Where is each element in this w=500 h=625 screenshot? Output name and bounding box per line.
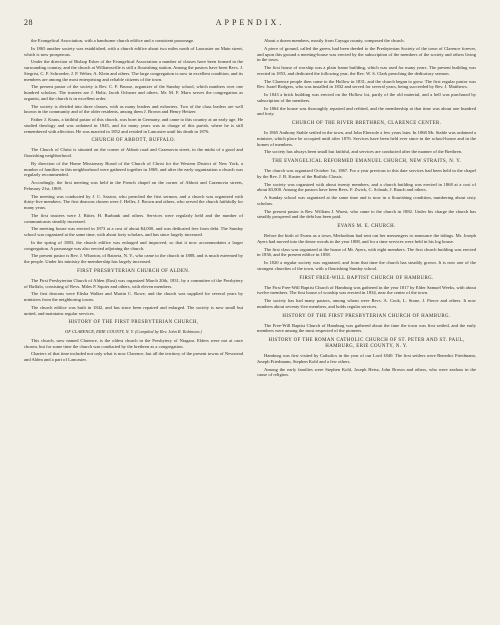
section-heading: CHURCH OF ABBOTT, BUFFALO.	[91, 138, 176, 144]
paragraph: Father J. Kraus, a faithful pastor of this church, was born in Germany, and came to this country at an early age. He studied theology and was ordained in 1845, and for many years was in charge of this parish, where he is still remembered with affection. He was married in 1852 and resided in Lancaster until his death in 1876.	[24, 117, 243, 134]
section-byline: OF CLARENCE, ERIE COUNTY, N. Y. (Compiled by Rev. John R. Robinson.)	[65, 329, 202, 335]
paragraph: The First Free-Will Baptist Church of Hamburg was gathered in the year 1817 by Elder Samuel Weeks, with about twelve members. The first house of worship was erected in 1834, near the center of the town.	[257, 284, 476, 296]
paragraph: the Evangelical Association, with a handsome church edifice and a consistent parsonage.	[31, 38, 195, 43]
paragraph: The society is divided into three classes, with as many leaders and exhorters. Two of the class leaders are well known in the community and of the older residents, among them J. Brown and Henry Heitzer.	[24, 103, 243, 115]
paragraph: Charters of that time included not only what is now Clarence, but all the territory of the present towns of Newstead and Alden and a part of Lancaster.	[24, 351, 243, 363]
paragraph: The Church of Christ is situated on the corner of Abbott road and Cazenovia street, in the midst of a good and flourishing neighborhood.	[24, 147, 243, 158]
paragraph: The society was organized with about twenty members, and a church building was erected in 1868 at a cost of about $3,000. Among the pastors have been Revs. F. Zwick, C. Schaub, J. Rauch and others.	[257, 181, 476, 193]
paragraph: The church was organized October 1st, 1867. For a year previous to this date services had been held in the chapel by the Rev. J. B. Kuster of the Buffalo Classis.	[257, 168, 476, 179]
paragraph: In 1820 a regular society was organized, and from that time the church has steadily grown. It is now one of the strongest churches of the town, with a flourishing Sunday school.	[257, 260, 476, 271]
paragraph: In 1865 another society was established, with a church edifice about two miles north of Lancaster on Main street, which is now prosperous.	[24, 45, 243, 57]
paragraph: The first house of worship was a plain frame building, which was used for many years. The present building was erected in 1853, and dedicated the following year, the Rev. W. S. Clark preaching the dedicatory sermon.	[257, 65, 476, 76]
section-heading: EVANS M. E. CHURCH.	[337, 224, 396, 229]
section-heading: HISTORY OF THE FIRST PRESBYTERIAN CHURCH,	[68, 320, 199, 326]
paragraph: Hamburg was first visited by Catholics in the year of our Lord 1840. The first settlers were Benedict Friedmann, Joseph Friedmann, Stephen Kohl and a few others.	[257, 353, 476, 364]
running-head	[24, 18, 476, 32]
paragraph: The meeting house was erected in 1873 at a cost of about $4,000, and was dedicated free from debt. The Sunday school was organized at the same time, with about forty scholars, and has since largely increased.	[24, 226, 243, 237]
paragraph: The present pastor is Rev. William J. Wuest, who came to the church in 1882. Under his charge the church has steadily prospered and the debt has been paid.	[257, 208, 476, 220]
paragraph: By direction of the Home Missionary Board of the Church of Christ for the Western District of New York, a number of families in this neighborhood were gathered together in 1869, and after the early organization a church was regularly recommended.	[24, 160, 243, 178]
paragraph: The first deacons were Elisha Walker and Martin C. Rowe, and the church was supplied for several years by ministers from the neighboring towns.	[24, 291, 243, 302]
paragraph: The society has always been small but faithful, and services are conducted after the manner of the Brethren.	[264, 149, 463, 155]
paragraph: About a dozen members, mostly from Cayuga county, composed the church.	[264, 38, 405, 43]
paragraph: In 1865 Anthony Stahle settled in the town, and John Ebersole a few years later. In 1868 Mr. Stahle was ordained a minister, which place he occupied until after 1876. Services have been held ever since in the school-house and in the homes of members.	[257, 130, 476, 147]
paragraph: The first trustees were J. Ritter, H. Burbank and others. Services were regularly held and the number of communicants steadily increased.	[24, 212, 243, 224]
section-heading: HISTORY OF THE ROMAN CATHOLIC CHURCH OF ST. PETER AND ST. PAUL, HAMBURG, ERIE COUNTY, N. Y.	[268, 338, 465, 349]
paragraph: In 1864 the house was thoroughly repaired and refitted, and the membership at that time was about one hundred and forty.	[257, 105, 476, 117]
paragraph: The First Presbyterian Church of Alden (East) was organized March 20th, 1831, by a committee of the Presbytery of Buffalo, consisting of Revs. Miles P. Squier and others, with eleven members.	[24, 277, 243, 289]
section-heading: HISTORY OF THE FIRST PRESBYTERIAN CHURCH OF HAMBURG.	[282, 313, 451, 319]
section-heading: CHURCH OF THE RIVER BRETHREN, CLARENCE CENTER.	[291, 121, 442, 126]
paragraph: The society has had many pastors, among whom were Revs. A. Cook, L. Stone, J. Pierce and others. It now numbers about seventy-five members, and holds regular services.	[257, 298, 476, 309]
section-heading: FIRST FREE-WILL BAPTIST CHURCH OF HAMBURG.	[299, 275, 434, 281]
paragraph: The present pastor is Rev. J. Wharton, of Batavia, N. Y., who came to the church in 1888, and is much esteemed by the people. Under his ministry the membership has largely increased.	[24, 253, 243, 264]
paragraph: Among the early families were Stephen Kohl, Joseph Heisz, John Brown and others, who were zealous in the cause of religion.	[257, 366, 476, 378]
paragraph: The present pastor of the society is Rev. C. F. Brusse, organizer of the Sunday school, which numbers over one hundred scholars. The trustees are J. Holtz, Jacob Ochsner and others. Mr. M. F. Marx serves the congregation as organist, and the church is in excellent order.	[24, 84, 243, 101]
running-title: APPENDIX.	[215, 18, 285, 27]
paragraph: Accordingly, the first meeting was held in the French chapel on the corner of Abbott and Cazenovia streets, February 21st, 1869.	[24, 180, 243, 191]
text-columns	[24, 38, 476, 380]
paragraph: The Free-Will Baptist Church of Hamburg was gathered about the time the town was first settled, and the early members were among the most respected of the pioneers.	[257, 322, 476, 334]
right-column	[257, 38, 476, 380]
paragraph: This church, now named Clarence, is the oldest church in the Presbytery of Niagara. Elders were not at once chosen, but for some time the church was conducted by the brethren as a congregation.	[24, 337, 243, 349]
paragraph: Before the birth of Evans as a town, Methodism had sent out her messengers to announce the tidings. Mr. Joseph Ayers had moved into the dense woods in the year 1808, and for a time services were held in his log house.	[257, 233, 476, 244]
paragraph: The first class was organized at the house of Mr. Ayers, with eight members. The first church building was erected in 1836, and the present edifice in 1858.	[257, 246, 476, 258]
paragraph: The Clarence people then came to the Hollow in 1831, and the church began to grow. The first regular pastor was Rev. Israel Rodgers, who was installed in 1832 and served for several years, being succeeded by Rev. J. Matthews.	[257, 78, 476, 90]
paragraph: A piece of ground, called the green, had been deeded to the Presbyterian Society of the town of Clarence forever, and upon this ground a meeting-house was erected by the subscription of the members of the society and others living in the town.	[257, 45, 476, 63]
paragraph: A Sunday school was organized at the same time and is now in a flourishing condition, numbering about sixty scholars.	[257, 195, 476, 206]
section-heading: FIRST PRESBYTERIAN CHURCH OF ALDEN.	[77, 268, 190, 274]
paragraph: The church edifice was built in 1842, and has since been repaired and enlarged. The society is now small but united, and maintains regular services.	[24, 304, 243, 316]
left-column	[24, 38, 243, 380]
paragraph: The meeting was conducted by J. C. Saxton, who preached the first sermon, and a church was organized with thirty-five members. The first deacons chosen were J. Heller, J. Brown and others, who served the church faithfully for many years.	[24, 193, 243, 210]
paragraph: Under the direction of Bishop Esher of the Evangelical Association a number of classes have been formed in the surrounding country, and the church at Williamsville is still a flourishing station. Among the pastors have been Revs. J. Siegrist, C. F. Schroeder, J. P. Weber, A. Klein and others. The large congregation is now in excellent condition, and its members are among the most enterprising and reliable citizens of the town.	[24, 59, 243, 82]
page-number: 28	[24, 18, 33, 27]
paragraph: In the spring of 1883, the church edifice was enlarged and improved, so that it now accommodates a larger congregation. A parsonage was also erected adjoining the church.	[24, 239, 243, 251]
section-heading: THE EVANGELICAL REFORMED EMANUEL CHURCH, NEW STRAITS, N. Y.	[271, 159, 462, 164]
paragraph: In 1843 a brick building was erected on the Hollow lot, partly of the old material, and a bell was purchased by subscription of the members.	[257, 92, 476, 103]
